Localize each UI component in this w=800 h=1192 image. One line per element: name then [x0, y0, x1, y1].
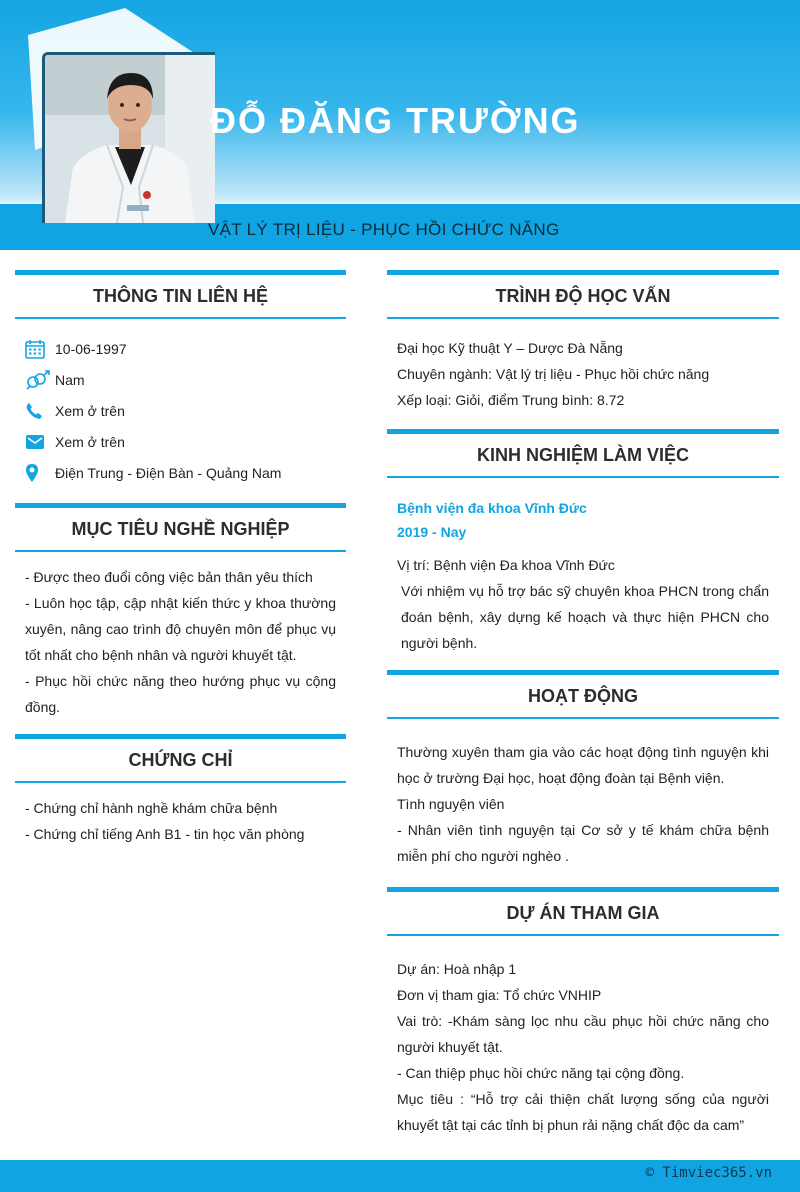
objective-line: - Phục hồi chức năng theo hướng phục vụ cộng đồng.: [25, 673, 336, 715]
contact-title: THÔNG TIN LIÊN HỆ: [15, 270, 346, 319]
objective-body: [15, 552, 346, 734]
left-column: [15, 270, 346, 861]
experience-period: 2019 - Nay: [397, 524, 467, 540]
education-section: [387, 270, 779, 429]
activity-line: Tình nguyện viên: [397, 796, 505, 812]
project-line: Đơn vị tham gia: Tổ chức VNHIP: [397, 987, 602, 1003]
project-line: Dự án: Hoà nhập 1: [397, 961, 517, 977]
candidate-name: ĐỖ ĐĂNG TRƯỜNG: [210, 100, 581, 141]
certificates-section: [15, 734, 346, 861]
experience-section: [387, 429, 779, 670]
objective-title: MỤC TIÊU NGHỀ NGHIỆP: [15, 503, 346, 552]
email-icon: [25, 434, 55, 450]
objective-section: [15, 503, 346, 734]
project-line: Mục tiêu : “Hỗ trợ cải thiện chất lượng sống của người khuyết tật tại các tỉnh bị phun rải nặng chất độc da cam”: [397, 1091, 769, 1133]
activities-body: [387, 719, 779, 887]
right-column: [387, 270, 779, 1152]
experience-title: KINH NGHIỆM LÀM VIỆC: [387, 429, 779, 478]
footer-bar: [0, 1160, 800, 1192]
contact-gender-text: Nam: [55, 371, 85, 388]
contact-section: [15, 270, 346, 500]
education-line: Đại học Kỹ thuật Y – Dược Đà Nẵng: [397, 340, 623, 356]
experience-body: [387, 478, 779, 670]
profile-photo: [42, 52, 215, 223]
gender-icon: [25, 370, 55, 390]
experience-position: Vị trí: Bệnh viện Đa khoa Vĩnh Đức: [397, 557, 615, 573]
activities-section: [387, 670, 779, 887]
education-line: Chuyên ngành: Vật lý trị liệu - Phục hồi chức năng: [397, 366, 710, 382]
objective-line: - Được theo đuổi công việc bản thân yêu thích: [25, 569, 313, 585]
education-title: TRÌNH ĐỘ HỌC VẤN: [387, 270, 779, 319]
job-title: VẬT LÝ TRỊ LIỆU - PHỤC HỒI CHỨC NĂNG: [208, 220, 560, 239]
certificates-title: CHỨNG CHỈ: [15, 734, 346, 783]
avatar: [45, 55, 215, 223]
phone-icon: [25, 402, 55, 420]
projects-section: [387, 887, 779, 1152]
project-line: - Can thiệp phục hồi chức năng tại cộng đồng.: [397, 1065, 685, 1081]
activity-line: Thường xuyên tham gia vào các hoạt động tình nguyện khi học ở trường Đại học, hoạt động đoàn tại Bệnh viện.: [397, 744, 769, 786]
contact-email: [25, 426, 336, 457]
experience-company: Bệnh viện đa khoa Vĩnh Đức: [397, 500, 587, 516]
calendar-icon: [25, 339, 55, 359]
location-icon: [25, 463, 55, 483]
contact-gender: [25, 364, 336, 395]
activities-title: HOẠT ĐỘNG: [387, 670, 779, 719]
certificates-body: [15, 783, 346, 861]
footer-copyright: © Timviec365.vn: [645, 1165, 772, 1181]
education-body: [387, 319, 779, 429]
contact-dob: [25, 333, 336, 364]
contact-phone-text: Xem ở trên: [55, 402, 125, 419]
objective-line: - Luôn học tập, cập nhật kiến thức y khoa thường xuyên, nâng cao trình độ chuyên môn để phục vụ tốt nhất cho bệnh nhân và người khuyết tật.: [25, 595, 336, 663]
contact-dob-text: 10-06-1997: [55, 340, 127, 357]
contact-email-text: Xem ở trên: [55, 433, 125, 450]
certificate-item: - Chứng chỉ tiếng Anh B1 - tin học văn phòng: [25, 826, 305, 842]
project-line: Vai trò: -Khám sàng lọc nhu cầu phục hồi chức năng cho người khuyết tật.: [397, 1013, 769, 1055]
experience-description: Với nhiệm vụ hỗ trợ bác sỹ chuyên khoa PHCN trong chẩn đoán bệnh, xây dựng kế hoạch và thực hiện PHCN cho người bệnh.: [401, 583, 769, 651]
contact-list: [15, 319, 346, 500]
contact-phone: [25, 395, 336, 426]
contact-address: [25, 457, 336, 488]
activity-line: - Nhân viên tình nguyện tại Cơ sở y tế khám chữa bệnh miễn phí cho người nghèo .: [397, 822, 769, 864]
contact-address-text: Điện Trung - Điện Bàn - Quảng Nam: [55, 464, 282, 481]
projects-title: DỰ ÁN THAM GIA: [387, 887, 779, 936]
certificate-item: - Chứng chỉ hành nghề khám chữa bệnh: [25, 800, 278, 816]
education-line: Xếp loại: Giỏi, điểm Trung bình: 8.72: [397, 392, 625, 408]
projects-body: [387, 936, 779, 1152]
